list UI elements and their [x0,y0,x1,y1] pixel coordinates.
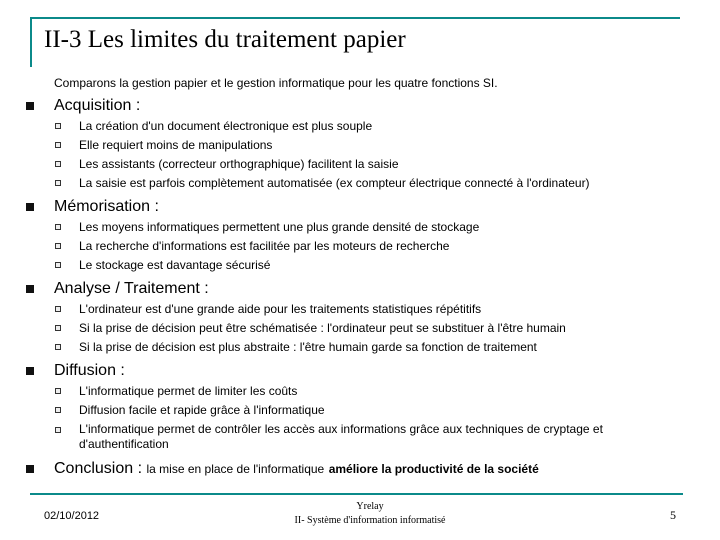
footer-divider [30,493,683,495]
list-item-text: L'ordinateur est d'une grande aide pour les traitements statistiques répétitifs [79,302,482,316]
list-item-text: Les moyens informatiques permettent une plus grande densité de stockage [79,220,480,234]
checkbox-bullet-icon [55,306,61,312]
list-item [54,319,566,338]
conclusion-emphasis: améliore la productivité de la société [328,462,539,476]
footer-center [260,500,480,528]
sub-list [54,218,479,275]
section-title: Diffusion : [54,362,125,379]
checkbox-bullet-icon [55,224,61,230]
list-item-text: La saisie est parfois complètement automatisée (ex compteur électrique connecté à l'ordinateur) [79,176,590,190]
footer-date: 02/10/2012 [44,510,100,522]
checkbox-bullet-icon [55,142,61,148]
section-title: Mémorisation : [54,198,159,215]
list-item [54,155,590,174]
conclusion-text: la mise en place de l'informatique [146,462,325,476]
checkbox-bullet-icon [55,344,61,350]
checkbox-bullet-icon [55,123,61,129]
square-bullet-icon [26,102,34,110]
square-bullet-icon [26,367,34,375]
slide-title: II-3 Les limites du traitement papier [44,26,406,53]
list-item-text: Diffusion facile et rapide grâce à l'informatique [79,403,325,417]
checkbox-bullet-icon [55,325,61,331]
page-number: 5 [670,508,676,522]
checkbox-bullet-icon [55,262,61,268]
list-item-text: La recherche d'informations est facilitée par les moteurs de recherche [79,239,450,253]
checkbox-bullet-icon [55,161,61,167]
list-item [54,382,659,401]
list-item [54,420,659,452]
list-item [54,401,659,420]
section-title: Acquisition : [54,97,141,114]
checkbox-bullet-icon [55,180,61,186]
list-item [54,218,479,237]
list-item-text: Si la prise de décision est plus abstraite : l'être humain garde sa fonction de traitement [79,340,537,354]
list-item-text: Le stockage est davantage sécurisé [79,258,271,272]
list-item-text: Si la prise de décision peut être schématisée : l'ordinateur peut se substituer à l'être humain [79,321,566,335]
section-title: Analyse / Traitement : [54,280,209,297]
checkbox-bullet-icon [55,407,61,413]
checkbox-bullet-icon [55,388,61,394]
conclusion-line [54,460,539,478]
list-item [54,256,479,275]
list-item [54,117,590,136]
list-item-text: Les assistants (correcteur orthographique) facilitent la saisie [79,157,399,171]
intro-text: Comparons la gestion papier et le gestion informatique pour les quatre fonctions SI. [54,76,498,90]
sub-list [54,300,566,357]
list-item [54,237,479,256]
conclusion-label: Conclusion : [54,460,143,477]
sub-list [54,382,659,452]
square-bullet-icon [26,203,34,211]
list-item-text: Elle requiert moins de manipulations [79,138,273,152]
sub-list [54,117,590,193]
checkbox-bullet-icon [55,427,61,433]
list-item-text: La création d'un document électronique est plus souple [79,119,373,133]
list-item-text: L'informatique permet de contrôler les accès aux informations grâce aux techniques de cryptage et d'authentification [79,422,603,451]
footer-course: II- Système d'information informatisé [294,515,446,526]
list-item [54,174,590,193]
footer-author: Yrelay [356,501,384,512]
list-item-text: L'informatique permet de limiter les coûts [79,384,298,398]
checkbox-bullet-icon [55,243,61,249]
square-bullet-icon [26,285,34,293]
list-item [54,136,590,155]
list-item [54,300,566,319]
list-item [54,338,566,357]
square-bullet-icon [26,465,34,473]
